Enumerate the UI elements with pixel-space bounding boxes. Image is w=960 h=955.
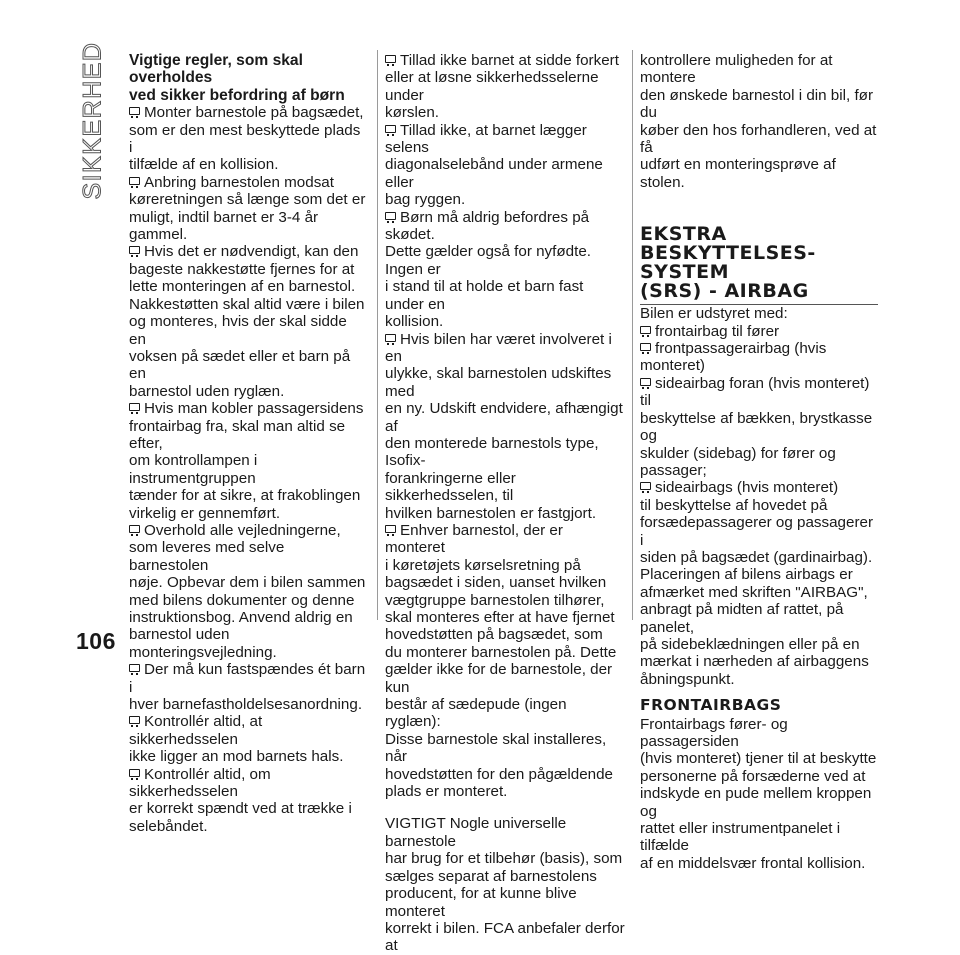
child-seat-bullet-icon <box>385 125 396 133</box>
frontairbags-paragraph <box>640 716 880 873</box>
text-line: barnestol uden monteringsvejledning. <box>129 626 277 661</box>
text-line: personerne på forsæderne ved at <box>640 767 866 785</box>
text-line: mærkat i nærheden af airbaggens <box>640 653 869 671</box>
child-seat-bullet-icon <box>640 482 651 490</box>
text-line: Frontairbags fører- og passagersiden <box>640 715 788 750</box>
text-line: VIGTIGT Nogle universelle barnestole <box>385 815 567 850</box>
bullet-item <box>129 766 367 836</box>
airbag-list <box>640 323 880 567</box>
text-line: bag ryggen. <box>385 191 466 209</box>
text-line: rattet eller instrumentpanelet i tilfælde <box>640 820 841 855</box>
child-seat-bullet-icon <box>129 107 140 115</box>
child-seat-bullet-icon <box>640 378 651 386</box>
child-seat-bullet-icon <box>385 212 396 220</box>
bullet-item <box>129 243 367 400</box>
text-line: udført en monteringsprøve af stolen. <box>640 156 836 191</box>
text-line: eller at løsne sikkerhedsselerne under <box>385 69 599 104</box>
column-divider <box>632 50 633 620</box>
text-line: Kontrollér altid, om sikkerhedsselen <box>129 765 271 801</box>
text-line: virkelig er gennemført. <box>129 504 281 522</box>
text-line: med bilens dokumenter og denne <box>129 591 355 609</box>
text-line: som er den mest beskyttede plads i <box>129 121 361 157</box>
text-line: en ny. Udskift endvidere, afhængigt af <box>385 400 623 435</box>
text-line: har brug for et tilbehør (basis), som <box>385 850 623 868</box>
heading-line: (SRS) - AIRBAG <box>640 280 809 303</box>
text-line: til beskyttelse af hovedet på <box>640 496 828 514</box>
text-line: voksen på sædet eller et barn på en <box>129 347 351 383</box>
bullet-item <box>385 331 625 522</box>
text-line: i køretøjets kørselsretning på <box>385 556 581 574</box>
text-line: køreretningen så længe som det er <box>129 191 366 209</box>
text-line: ikke ligger an mod barnets hals. <box>129 748 344 766</box>
important-note <box>385 815 625 954</box>
bullet-item <box>640 323 880 340</box>
text-line: skal monteres efter at have fjernet <box>385 609 615 626</box>
text-line: sideairbags (hvis monteret) <box>655 479 839 497</box>
text-line: nøje. Opbevar dem i bilen sammen <box>129 574 366 592</box>
text-line: du monterer barnestolen på. Dette <box>385 643 617 661</box>
placement-paragraph <box>640 566 880 688</box>
rules-heading: Vigtige regler, som skal overholdes ved sikker befordring af børn <box>129 52 345 104</box>
text-line: Anbring barnestolen modsat <box>144 173 334 191</box>
text-line: vægtgruppe barnestolen tilhører, <box>385 591 605 609</box>
child-seat-bullet-icon <box>385 55 396 63</box>
text-line: køber den hos forhandleren, ved at få <box>640 121 877 157</box>
text-line: instruktionsbog. Anvend aldrig en <box>129 609 353 626</box>
text-line: barnestol uden ryglæn. <box>129 382 285 400</box>
text-line: tænder for at sikre, at frakoblingen <box>129 487 361 505</box>
heading-line: EKSTRA <box>640 223 727 246</box>
text-line: diagonalselebånd under armene eller <box>385 156 603 191</box>
text-line: Enhver barnestol, der er monteret <box>385 521 563 557</box>
bullet-item <box>129 174 367 244</box>
text-line: producent, for at kunne blive monteret <box>385 885 577 920</box>
column-3 <box>640 52 880 872</box>
rules-list-continued <box>385 52 625 800</box>
text-line: anbragt på midten af rattet, på panelet, <box>640 601 844 636</box>
text-line: Kontrollér altid, at sikkerhedsselen <box>129 713 263 748</box>
text-line: Hvis bilen har været involveret i en <box>385 330 612 365</box>
rules-list <box>129 104 367 835</box>
equipment-lead: Bilen er udstyret med: <box>640 305 788 323</box>
child-seat-bullet-icon <box>385 525 396 533</box>
page-number: 106 <box>76 628 116 654</box>
text-line: Dette gælder også for nyfødte. Ingen er <box>385 243 591 278</box>
text-line: plads er monteret. <box>385 783 508 801</box>
bullet-item <box>385 52 625 122</box>
bullet-item <box>129 522 367 661</box>
text-line: tilfælde af en kollision. <box>129 156 279 174</box>
text-line: kontrollere muligheden for at montere <box>640 52 833 87</box>
text-line: hovedstøtten for den pågældende <box>385 765 613 783</box>
text-line: på sidebeklædningen eller på en <box>640 635 860 653</box>
column-2 <box>385 52 625 955</box>
text-line: består af sædepude (ingen ryglæn): <box>385 696 567 731</box>
text-line: (hvis monteret) tjener til at beskytte <box>640 750 877 768</box>
text-line: den monterede barnestols type, Isofix- <box>385 434 599 470</box>
text-line: Tillad ikke barnet at sidde forkert <box>400 52 619 69</box>
text-line: siden på bagsædet (gardinairbag). <box>640 548 873 566</box>
bullet-item <box>385 122 625 209</box>
text-line: afmærket med skriften "AIRBAG", <box>640 583 868 601</box>
text-line: Nakkestøtten skal altid være i bilen <box>129 295 365 313</box>
bullet-item <box>640 479 880 566</box>
text-line: hver barnefastholdelsesanordning. <box>129 696 363 714</box>
text-line: bagsædet i siden, uanset hvilken <box>385 574 607 592</box>
text-line: åbningspunkt. <box>640 670 735 688</box>
text-line: Hvis det er nødvendigt, kan den <box>144 243 359 261</box>
text-line: gælder ikke for de barnestole, der kun <box>385 661 613 696</box>
text-line: skulder (sidebag) for fører og passager; <box>640 444 836 479</box>
child-seat-bullet-icon <box>129 525 140 533</box>
child-seat-bullet-icon <box>129 403 140 411</box>
column-divider <box>377 50 378 620</box>
text-line: sideairbag foran (hvis monteret) til <box>640 374 870 410</box>
text-line: Børn må aldrig befordres på skødet. <box>385 208 590 244</box>
text-line: den ønskede barnestol i din bil, før du <box>640 86 873 122</box>
text-line: frontairbag til fører <box>655 322 780 340</box>
bullet-item <box>129 713 367 765</box>
text-line: hvilken barnestolen er fastgjort. <box>385 504 597 522</box>
text-line: i stand til at holde et barn fast under en <box>385 278 584 313</box>
text-line: er korrekt spændt ved at trække i <box>129 800 352 818</box>
bullet-item <box>385 522 625 801</box>
text-line: bageste nakkestøtte fjernes for at <box>129 260 355 278</box>
text-line: forankringerne eller sikkerhedsselen, til <box>385 469 516 505</box>
bullet-item <box>385 209 625 331</box>
bullet-item <box>129 104 367 174</box>
text-line: Hvis man kobler passagersidens <box>144 400 364 418</box>
section-heading-srs-airbag <box>640 225 878 305</box>
child-seat-bullet-icon <box>129 177 140 185</box>
bullet-item <box>640 375 880 479</box>
child-seat-bullet-icon <box>129 716 140 724</box>
text-line: beskyttelse af bækken, brystkasse og <box>640 409 873 445</box>
text-line: lette monteringen af en barnestol. <box>129 278 356 296</box>
text-line: indskyde en pude mellem kroppen og <box>640 785 872 820</box>
column-1 <box>129 52 367 835</box>
text-line: hovedstøtten på bagsædet, som <box>385 626 603 644</box>
text-line: selebåndet. <box>129 817 208 835</box>
text-line: frontairbag fra, skal man altid se efter, <box>129 417 346 452</box>
text-line: ulykke, skal barnestolen udskiftes med <box>385 365 612 400</box>
bullet-item <box>129 661 367 713</box>
child-seat-bullet-icon <box>640 343 651 351</box>
subheading-frontairbags: FRONTAIRBAGS <box>640 696 782 715</box>
child-seat-bullet-icon <box>129 246 140 254</box>
text-line: sælges separat af barnestolens <box>385 867 597 885</box>
text-line: Overhold alle vejledningerne, <box>144 521 341 539</box>
text-line: Placeringen af bilens airbags er <box>640 566 853 584</box>
text-line: korrekt i bilen. FCA anbefaler derfor at <box>385 919 625 955</box>
text-line: Monter barnestole på bagsædet, <box>144 104 364 122</box>
intro-paragraph <box>640 52 880 191</box>
text-line: og monteres, hvis der skal sidde en <box>129 313 347 348</box>
text-line: som leveres med selve barnestolen <box>129 539 285 574</box>
text-line: kørslen. <box>385 104 440 122</box>
text-line: Tillad ikke, at barnet lægger selens <box>385 121 587 157</box>
child-seat-bullet-icon <box>385 334 396 342</box>
text-line: muligt, indtil barnet er 3-4 år gammel. <box>129 208 319 244</box>
bullet-item <box>640 340 880 375</box>
text-line: kollision. <box>385 313 444 331</box>
text-line: om kontrollampen i instrumentgruppen <box>129 452 258 487</box>
heading-line: BESKYTTELSES- <box>640 242 816 265</box>
bullet-item <box>129 400 367 522</box>
text-line: Der må kun fastspændes ét barn i <box>129 661 366 696</box>
child-seat-bullet-icon <box>129 769 140 777</box>
text-line: Disse barnestole skal installeres, når <box>385 730 607 766</box>
text-line: af en middelsvær frontal kollision. <box>640 854 866 872</box>
section-tab <box>78 41 108 199</box>
text-line: frontpassagerairbag (hvis monteret) <box>640 340 827 375</box>
child-seat-bullet-icon <box>640 326 651 334</box>
text-line: forsædepassagerer og passagerer i <box>640 514 874 549</box>
child-seat-bullet-icon <box>129 664 140 672</box>
heading-line: SYSTEM <box>640 261 729 284</box>
section-tab-label: SIKKERHED <box>78 41 107 199</box>
